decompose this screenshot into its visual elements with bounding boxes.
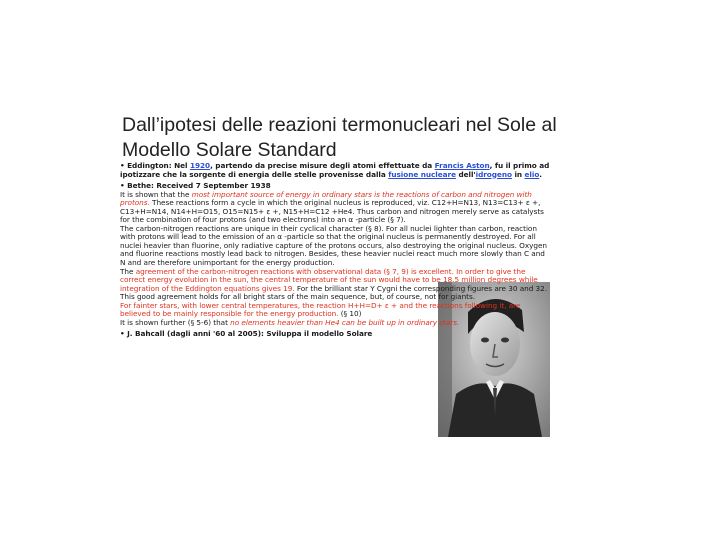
title-line-2: Modello Solare Standard xyxy=(122,139,337,161)
bethe-p3-text-2: For the brilliant star Y Cygni the corresponding figures are 30 and 32. This good agreement holds for all bright stars of the main sequence, but, of course, not for giants. xyxy=(120,283,548,302)
bethe-paragraph-3 xyxy=(120,268,550,302)
slide-body xyxy=(120,162,550,339)
bethe-p3-highlight: agreement of the carbon-nitrogen reactions with observational data (§ 7, 9) is excellent. In order to give the correct energy evolution in the sun, the central temperature of the sun would have to be 18.5 million degrees while integration of the Eddington equations gives 19. xyxy=(120,266,538,293)
slide-title xyxy=(122,113,562,163)
link-francis-aston[interactable]: Francis Aston xyxy=(434,161,490,170)
bethe-p1-text-2: These reactions form a cycle in which the original nucleus is reproduced, viz. C12+H=N13, N13=C13+ ε +, C13+H=N14, N14+H=O15, O15=N15+ ε +, N15+H=C12 +He4. Thus carbon and nitrogen merely serve as catalysts for the combination of four protons (and two electrons) into an α -particle (§ 7). xyxy=(120,198,544,225)
bethe-header: • Bethe: Received 7 September 1938 xyxy=(120,181,271,191)
link-idrogeno[interactable]: idrogeno xyxy=(475,169,512,179)
title-line-1: Dall’ipotesi delle reazioni termonucleari nel Sole al xyxy=(122,114,557,136)
eddington-bullet: • Eddington: xyxy=(120,161,172,170)
bethe-paragraph-4 xyxy=(120,302,550,319)
eddington-text-6: . xyxy=(539,169,543,179)
eddington-text-2: , partendo da precise misure degli atomi effettuate da xyxy=(210,161,435,170)
bethe-p4-highlight: For fainter stars, with lower central temperatures, the reaction H+H=D+ ε + and the reactions following it, are believed to be mainly responsible for the energy production. xyxy=(120,300,521,319)
bethe-p5-text: It is shown further (§ 5-6) that xyxy=(120,317,231,327)
link-fusione-nucleare[interactable]: fusione nucleare xyxy=(388,169,456,179)
bethe-paragraph-5 xyxy=(120,319,550,328)
eddington-text-5: in xyxy=(511,169,525,179)
bethe-p1-highlight: most important source of energy in ordinary stars is the reactions of carbon and nitrogen with protons. xyxy=(120,189,532,208)
bethe-p4-text: (§ 10) xyxy=(338,309,362,319)
eddington-paragraph xyxy=(120,162,550,179)
eddington-text-4: dell' xyxy=(455,169,476,179)
eddington-text-3: , fu il primo ad ipotizzare che la sorgente di energia delle stelle provenisse dalla xyxy=(120,161,550,179)
eddington-text-1: Nel xyxy=(171,161,190,170)
link-1920[interactable]: 1920 xyxy=(189,161,211,170)
bethe-p1-text: It is shown that the xyxy=(120,189,192,199)
bahcall-line: • J. Bahcall (dagli anni '60 al 2005): Sviluppa il modello Solare xyxy=(120,329,373,339)
bethe-p5-highlight: no elements heavier than He4 can be built up in ordinary stars. xyxy=(230,317,460,327)
bethe-p3-text: The xyxy=(120,266,136,276)
bethe-paragraph-2: The carbon-nitrogen reactions are unique in their cyclical character (§ 8). For all nuclei lighter than carbon, reaction with protons will lead to the emission of an α -particle so that the original nucleus is permanently destroyed. For all nuclei heavier than fluorine, only radiative capture of the protons occurs, also destroying the original nucleus. Oxygen and fluorine reactions mostly lead back to nitrogen. Besides, these heavier nuclei react much more slowly than C and N and are therefore unimportant for the energy production. xyxy=(120,223,548,268)
bethe-paragraph-1 xyxy=(120,191,550,225)
link-elio[interactable]: elio xyxy=(524,169,540,179)
